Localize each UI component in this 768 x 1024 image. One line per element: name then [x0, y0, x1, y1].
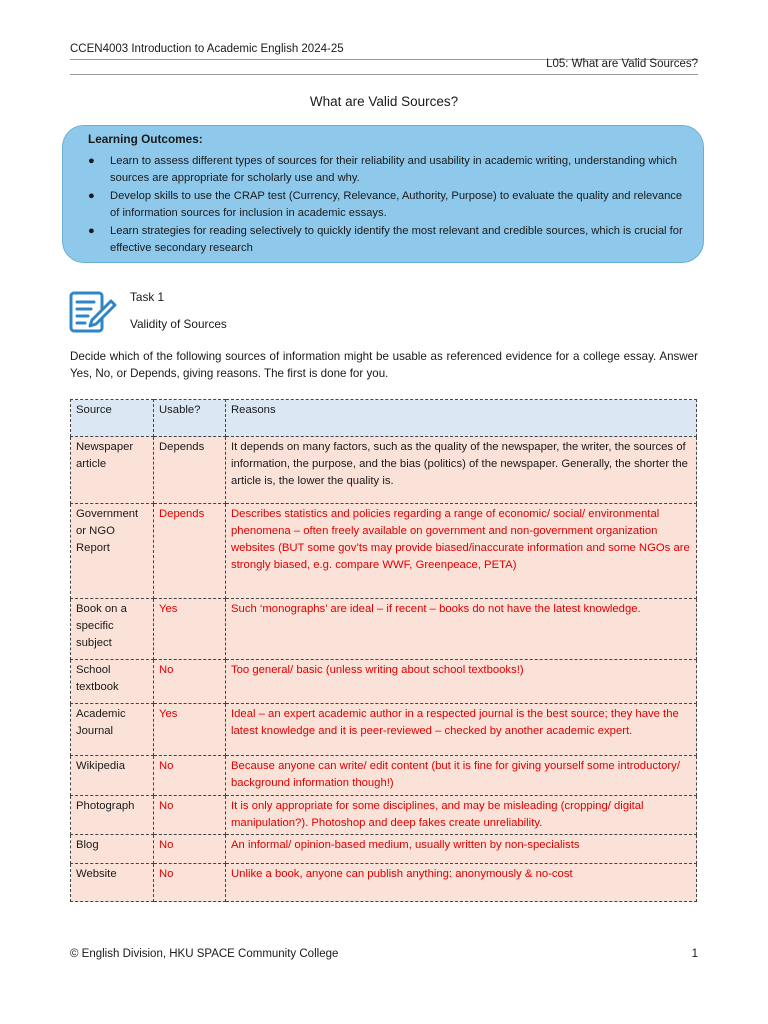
table-header-row: [71, 400, 697, 437]
page-number: 1: [691, 948, 698, 960]
bullet: ●: [88, 190, 95, 202]
column-header-reasons: Reasons: [226, 400, 697, 437]
source-cell: Photograph: [71, 796, 154, 835]
usable-cell: Yes: [154, 704, 226, 756]
table-row: [71, 756, 697, 796]
usable-cell: No: [154, 660, 226, 704]
source-cell: Website: [71, 864, 154, 902]
usable-cell: No: [154, 796, 226, 835]
table-row: [71, 660, 697, 704]
page-title: What are Valid Sources?: [309, 94, 459, 109]
list-item: [88, 223, 691, 257]
task-name: Validity of Sources: [130, 317, 227, 331]
table-row: [71, 864, 697, 902]
task-number: Task 1: [130, 290, 165, 304]
outcome-text: Develop skills to use the CRAP test (Currency, Relevance, Authority, Purpose) to evaluate the quality and relevance of information sources for inclusion in academic essays.: [110, 190, 683, 219]
outcome-text: Learn to assess different types of sources for their reliability and usability in academic writing, understanding which sources are appropriate for scholarly use and why.: [110, 155, 677, 184]
lesson-title: L05: What are Valid Sources?: [546, 58, 698, 70]
reason-cell: It depends on many factors, such as the quality of the newspaper, the writer, the sources of information, the purpose, and the bias (politics) of the newspaper. Generally, the shorter the article is, the lower the quality is.: [226, 437, 697, 504]
reason-cell: Unlike a book, anyone can publish anything: anonymously & no-cost: [226, 864, 697, 902]
reason-cell: An informal/ opinion-based medium, usually written by non-specialists: [226, 835, 697, 864]
reason-cell: Ideal – an expert academic author in a respected journal is the best source; they have the latest knowledge and it is peer-reviewed – checked by another academic expert.: [226, 704, 697, 756]
source-cell: Blog: [71, 835, 154, 864]
header-rule-2: [70, 74, 698, 75]
usable-cell: Depends: [154, 437, 226, 504]
learning-outcomes-box: [62, 125, 704, 263]
learning-outcomes-title: Learning Outcomes:: [88, 132, 203, 146]
list-item: [88, 188, 691, 222]
learning-outcomes-list: [88, 153, 691, 257]
usable-cell: No: [154, 835, 226, 864]
usable-cell: Depends: [154, 504, 226, 599]
table-row: [71, 437, 697, 504]
source-cell: Book on a specific subject: [71, 599, 154, 660]
table-row: [71, 796, 697, 835]
source-cell: Academic Journal: [71, 704, 154, 756]
reason-cell: Too general/ basic (unless writing about school textbooks!): [226, 660, 697, 704]
table-row: [71, 599, 697, 660]
table-row: [71, 835, 697, 864]
column-header-source: Source: [71, 400, 154, 437]
source-cell: Government or NGO Report: [71, 504, 154, 599]
reason-cell: Describes statistics and policies regarding a range of economic/ social/ environmental phenomena – often freely available on government and non-government organization websites (BUT some gov’ts may provide biased/inaccurate information and some NGOs are strongly biased, e.g. compare WWF, Greenpeace, PETA): [226, 504, 697, 599]
source-cell: School textbook: [71, 660, 154, 704]
notepad-pencil-icon: [69, 291, 117, 333]
task-instructions: Decide which of the following sources of information might be usable as referenced evidence for a college essay. Answer Yes, No, or Depends, giving reasons. The first is done for you.: [70, 350, 698, 380]
sources-table: [70, 399, 697, 902]
source-cell: Wikipedia: [71, 756, 154, 796]
source-cell: Newspaper article: [71, 437, 154, 504]
table-row: [71, 504, 697, 599]
course-title: CCEN4003 Introduction to Academic English 2024-25: [70, 43, 344, 55]
reason-cell: It is only appropriate for some disciplines, and may be misleading (cropping/ digital manipulation?). Photoshop and deep fakes create unreliability.: [226, 796, 697, 835]
reason-cell: Because anyone can write/ edit content (but it is fine for giving yourself some introductory/ background information though!): [226, 756, 697, 796]
reason-cell: Such ‘monographs’ are ideal – if recent – books do not have the latest knowledge.: [226, 599, 697, 660]
bullet: ●: [88, 225, 95, 237]
usable-cell: No: [154, 756, 226, 796]
table-row: [71, 704, 697, 756]
bullet: ●: [88, 155, 95, 167]
footer-copyright: © English Division, HKU SPACE Community College: [70, 948, 339, 960]
usable-cell: Yes: [154, 599, 226, 660]
list-item: [88, 153, 691, 187]
outcome-text: Learn strategies for reading selectively to quickly identify the most relevant and credible sources, which is crucial for effective secondary research: [110, 225, 683, 254]
usable-cell: No: [154, 864, 226, 902]
column-header-usable: Usable?: [154, 400, 226, 437]
